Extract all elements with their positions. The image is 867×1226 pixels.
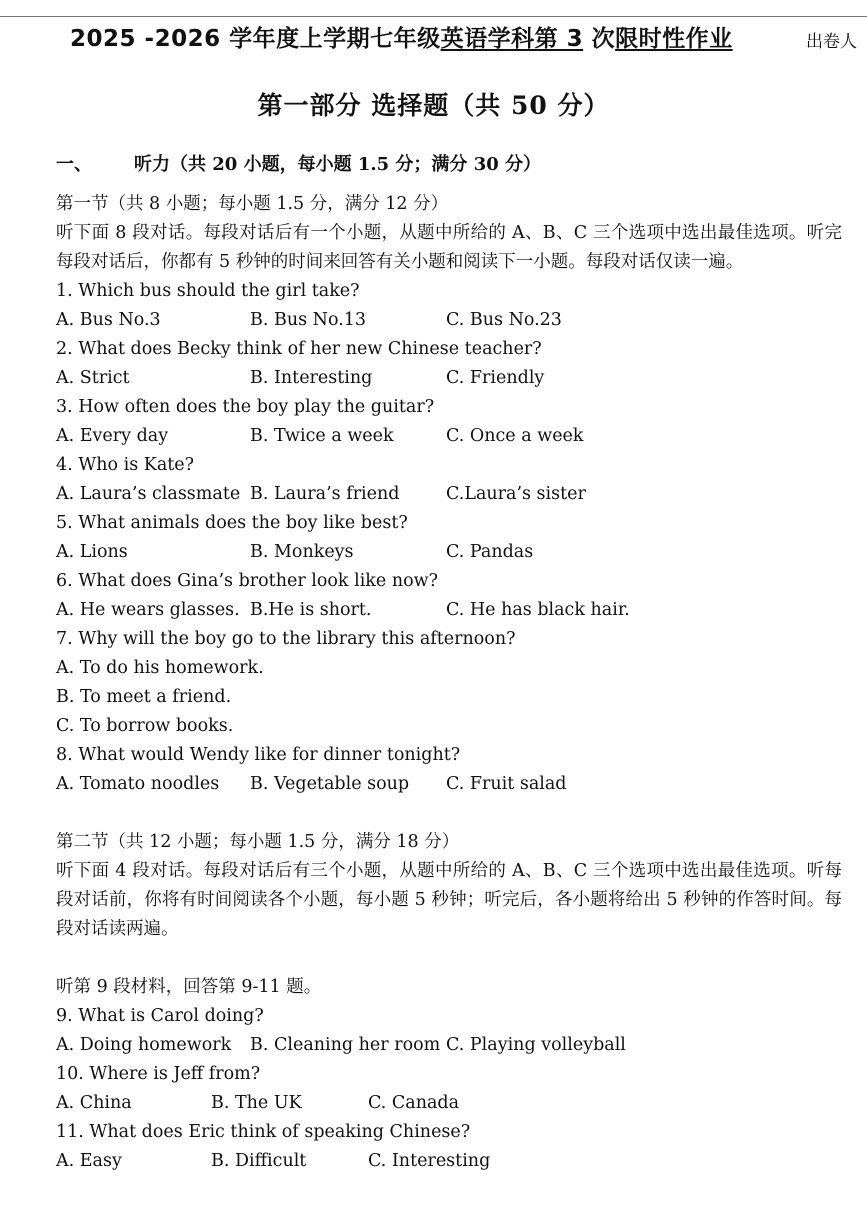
part-title: 第一部分 选择题（共 50 分） — [257, 91, 610, 120]
options-11 — [56, 1147, 842, 1176]
option-b: B. Bus No.13 — [250, 310, 367, 330]
options-9 — [56, 1031, 842, 1060]
question-3: 3. How often does the boy play the guitar? — [56, 397, 435, 417]
option-c: C. Bus No.23 — [446, 310, 562, 330]
question-5: 5. What animals does the boy like best? — [56, 513, 408, 533]
question-2: 2. What does Becky think of her new Chinese teacher? — [56, 339, 542, 359]
option-a: A. He wears glasses. — [56, 600, 240, 620]
question-6: 6. What does Gina’s brother look like now? — [56, 571, 438, 591]
option-a: A. Easy — [56, 1151, 122, 1171]
option-b: B. Monkeys — [250, 542, 354, 562]
question-7: 7. Why will the boy go to the library this afternoon? — [56, 629, 516, 649]
option-c: C. Fruit salad — [446, 774, 567, 794]
option-c: C. Friendly — [446, 368, 545, 388]
option-b: B.He is short. — [250, 600, 372, 620]
option-c: C. Playing volleyball — [446, 1035, 626, 1055]
option-b: B. Twice a week — [250, 426, 394, 446]
option-c: C. He has black hair. — [446, 600, 630, 620]
spacer — [56, 799, 842, 828]
option-a: A. Bus No.3 — [56, 310, 161, 330]
option-c: C. Once a week — [446, 426, 584, 446]
exam-title — [70, 20, 733, 53]
options-1 — [56, 306, 842, 335]
title-underlined-2: 限时性作业 — [615, 26, 733, 52]
question-11: 11. What does Eric think of speaking Chinese? — [56, 1122, 471, 1142]
options-10 — [56, 1089, 842, 1118]
top-rule — [0, 16, 867, 17]
option-a: A. Laura’s classmate — [56, 484, 241, 504]
option-c: C.Laura’s sister — [446, 484, 586, 504]
section-title: 听力（共 20 小题，每小题 1.5 分；满分 30 分） — [134, 154, 542, 175]
option-7a: A. To do his homework. — [56, 658, 264, 678]
option-b: B. Cleaning her room — [250, 1035, 441, 1055]
option-c: C. Pandas — [446, 542, 534, 562]
options-3 — [56, 422, 842, 451]
question-8: 8. What would Wendy like for dinner tonight? — [56, 745, 461, 765]
option-a: A. Every day — [56, 426, 169, 446]
options-4 — [56, 480, 842, 509]
section-heading — [56, 150, 541, 176]
option-b: B. Interesting — [250, 368, 373, 388]
question-4: 4. Who is Kate? — [56, 455, 195, 475]
title-part-1: 2025 -2026 学年度上学期七年级 — [70, 26, 441, 52]
title-underlined-1: 英语学科第 3 — [440, 26, 584, 52]
option-a: A. Tomato noodles — [56, 774, 220, 794]
options-2 — [56, 364, 842, 393]
subsection-1-instructions: 听下面 8 段对话。每段对话后有一个小题，从题中所给的 A、B、C 三个选项中选出最佳选项。听完每段对话后，你都有 5 秒钟的时间来回答有关小题和阅读下一小题。每段对话仅读一遍。 — [56, 223, 842, 272]
options-8 — [56, 770, 842, 799]
question-10: 10. Where is Jeff from? — [56, 1064, 261, 1084]
title-part-2: 次 — [583, 26, 616, 52]
option-a: A. Strict — [56, 368, 130, 388]
spacer — [56, 944, 842, 973]
material-9-instruction: 听第 9 段材料，回答第 9-11 题。 — [56, 977, 322, 997]
option-a: A. Doing homework — [56, 1035, 232, 1055]
option-b: B. Vegetable soup — [250, 774, 410, 794]
author-label: 出卷人 — [806, 32, 857, 52]
option-c: C. Canada — [368, 1093, 460, 1113]
subsection-1-heading: 第一节（共 8 小题；每小题 1.5 分，满分 12 分） — [56, 194, 449, 214]
option-7c: C. To borrow books. — [56, 716, 234, 736]
section-number: 一、 — [56, 154, 92, 175]
question-9: 9. What is Carol doing? — [56, 1006, 264, 1026]
option-b: B. Difficult — [211, 1151, 307, 1171]
question-1: 1. Which bus should the girl take? — [56, 281, 360, 301]
option-b: B. The UK — [211, 1093, 302, 1113]
option-b: B. Laura’s friend — [250, 484, 400, 504]
subsection-2-instructions: 听下面 4 段对话。每段对话后有三个小题，从题中所给的 A、B、C 三个选项中选出最佳选项。听每段对话前，你将有时间阅读各个小题，每小题 5 秒钟；听完后，各小题将给出 5 秒钟的作答时间。每段对话读两遍。 — [56, 861, 842, 939]
subsection-2-heading: 第二节（共 12 小题；每小题 1.5 分，满分 18 分） — [56, 832, 460, 852]
option-c: C. Interesting — [368, 1151, 491, 1171]
option-a: A. China — [56, 1093, 132, 1113]
exam-content — [56, 190, 842, 1176]
option-a: A. Lions — [56, 542, 128, 562]
options-5 — [56, 538, 842, 567]
option-7b: B. To meet a friend. — [56, 687, 232, 707]
options-6 — [56, 596, 842, 625]
